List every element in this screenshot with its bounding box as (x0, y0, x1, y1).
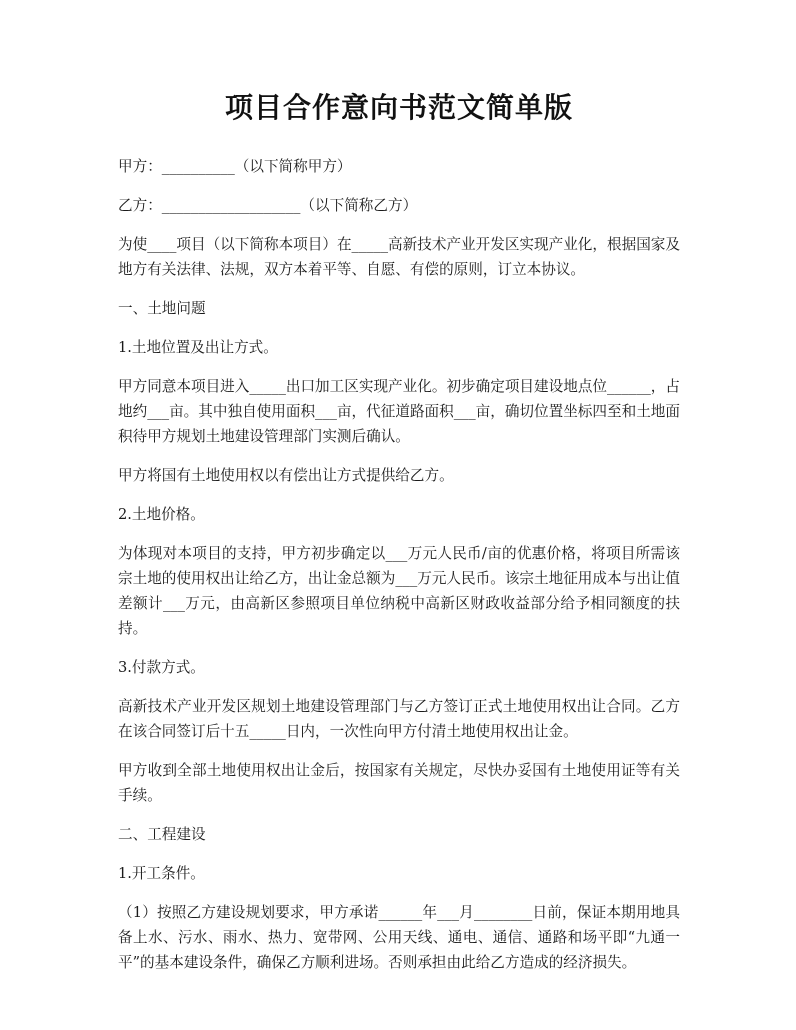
section-heading-construction: 二、工程建设 (118, 826, 206, 843)
subsection-land-location: 1.土地位置及出让方式。 (118, 339, 278, 356)
subsection-start-conditions: 1.开工条件。 (118, 865, 205, 882)
payment-paragraph: 高新技术产业开发区规划土地建设管理部门与乙方签订正式土地使用权出让合同。乙方在该合同签订后十五_____日内，一次性向甲方付清土地使用权出让金。 (118, 698, 680, 740)
land-price-paragraph: 为体现对本项目的支持，甲方初步确定以___万元人民币/亩的优惠价格，将项目所需该宗土地的使用权出让给乙方，出让金总额为___万元人民币。该宗土地征用成本与出让值差额计___万元，由高新区参照项目单位纳税中高新区财政收益部分给予相同额度的扶持。 (118, 545, 680, 637)
land-certificate-paragraph: 甲方收到全部土地使用权出让金后，按国家有关规定，尽快办妥国有土地使用证等有关手续。 (118, 762, 680, 804)
party-b-line: 乙方：___________________（以下简称乙方） (118, 197, 418, 214)
preamble-paragraph: 为使____项目（以下简称本项目）在_____高新技术产业开发区实现产业化，根据国家及地方有关法律、法规，双方本着平等、自愿、有偿的原则，订立本协议。 (118, 236, 680, 278)
subsection-land-price: 2.土地价格。 (118, 506, 205, 523)
land-transfer-paragraph: 甲方将国有土地使用权以有偿出让方式提供给乙方。 (118, 467, 454, 484)
land-location-paragraph: 甲方同意本项目进入_____出口加工区实现产业化。初步确定项目建设地点位______，占地约___亩。其中独自使用面积___亩，代征道路面积___亩，确切位置坐标四至和土地面积待甲方规划土地建设管理部门实测后确认。 (118, 378, 680, 445)
section-heading-land: 一、土地问题 (118, 300, 206, 317)
party-a-line: 甲方：__________（以下简称甲方） (118, 158, 352, 175)
subsection-payment: 3.付款方式。 (118, 659, 205, 676)
document-title: 项目合作意向书范文简单版 (224, 91, 573, 124)
start-conditions-paragraph: （1）按照乙方建设规划要求，甲方承诺______年___月________日前，保证本期用地具备上水、污水、雨水、热力、宽带网、公用天线、通电、通信、通路和场平即“九通一平”的基本建设条件，确保乙方顺利进场。否则承担由此给乙方造成的经济损失。 (118, 904, 680, 971)
